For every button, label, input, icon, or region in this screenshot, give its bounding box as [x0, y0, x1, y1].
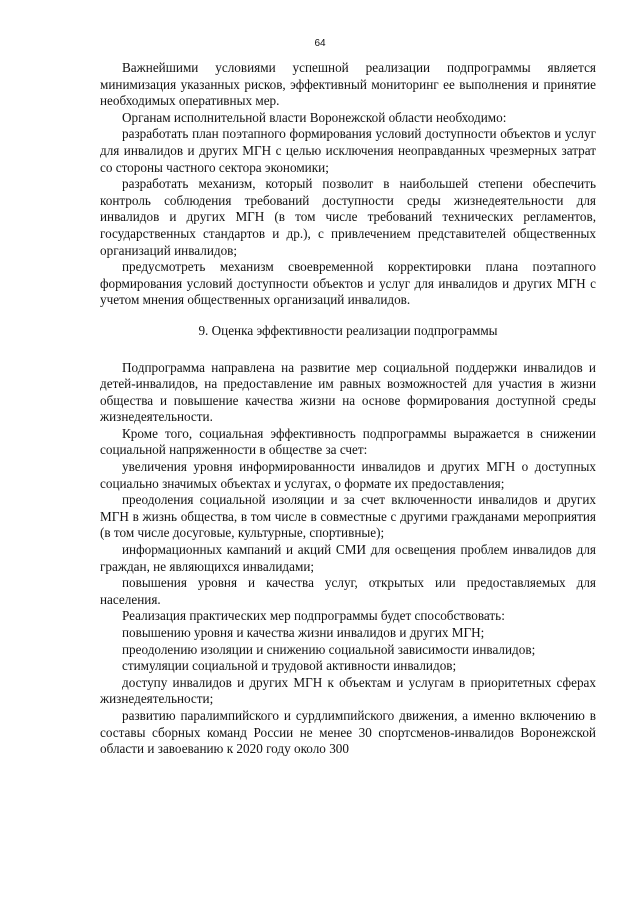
paragraph-subprogram-aim: Подпрограмма направлена на развитие мер социальной поддержки инвалидов и детей-инвалидов, на предоставление им равных возможностей для участия в жизни общества и повышение качества жизни на основе формирования доступной среды жизнедеятельности. [100, 359, 596, 425]
paragraph-informedness: увеличения уровня информированности инвалидов и других МГН о доступных социально значимых объектах и услугах, о формате их предоставления; [100, 459, 596, 491]
paragraph-life-quality: повышению уровня и качества жизни инвалидов и других МГН; [122, 625, 485, 640]
page-number: 64 [314, 38, 326, 49]
paragraph-develop-plan: разработать план поэтапного формирования условий доступности объектов и услуг для инвалидов и других МГН с целью исключения неоправданных чрезмерных затрат со стороны частного сектора экономики; [100, 126, 596, 175]
paragraph-authorities-intro: Органам исполнительной власти Воронежской области необходимо: [122, 109, 507, 125]
paragraph-develop-mechanism: разработать механизм, который позволит в наибольшей степени обеспечить контроль соблюдения требований доступности среды жизнедеятельности для инвалидов и других МГН (в том числе требований технических регламентов, государственных стандартов и др.), с привлечением представителей общественных организаций инвалидов; [100, 176, 596, 258]
paragraph-service-quality: повышения уровня и качества услуг, открытых или предоставляемых для населения. [100, 575, 596, 607]
paragraph-access: доступу инвалидов и других МГН к объектам и услугам в приоритетных сферах жизнедеятельности; [100, 674, 596, 707]
paragraph-provide-correction: предусмотреть механизм своевременной корректировки плана поэтапного формирования условий доступности объектов и услуг для инвалидов и других МГН с учетом мнения общественных организаций инвалидов. [100, 259, 596, 308]
paragraph-overcome-isolation: преодолению изоляции и снижению социальной зависимости инвалидов; [122, 641, 536, 657]
section-heading: 9. Оценка эффективности реализации подпрограммы [198, 322, 498, 338]
paragraph-social-effect: Кроме того, социальная эффективность подпрограммы выражается в снижении социальной напряженности в обществе за счет: [100, 425, 596, 458]
paragraph-conditions: Важнейшими условиями успешной реализации подпрограммы является минимизация указанных рисков, эффективный мониторинг ее выполнения и принятие необходимых оперативных мер. [100, 60, 596, 109]
paragraph-stimulation: стимуляции социальной и трудовой активности инвалидов; [122, 658, 457, 674]
paragraph-paralympic: развитию паралимпийского и сурдлимпийского движения, а именно включению в составы сборных команд России не менее 30 спортсменов-инвалидов Воронежской области и завоеванию к 2020 году около 300 [100, 707, 596, 757]
paragraph-media-campaigns: информационных кампаний и акций СМИ для освещения проблем инвалидов для граждан, не являющихся инвалидами; [100, 542, 596, 574]
paragraph-implementation-intro: Реализация практических мер подпрограммы будет способствовать: [122, 608, 505, 624]
paragraph-isolation: преодоления социальной изоляции и за счет включенности инвалидов и других МГН в жизнь общества, в том числе в совместные с другими гражданами мероприятия (в том числе досуговые, культурные, спортивные); [100, 492, 596, 541]
page-content [100, 60, 596, 758]
